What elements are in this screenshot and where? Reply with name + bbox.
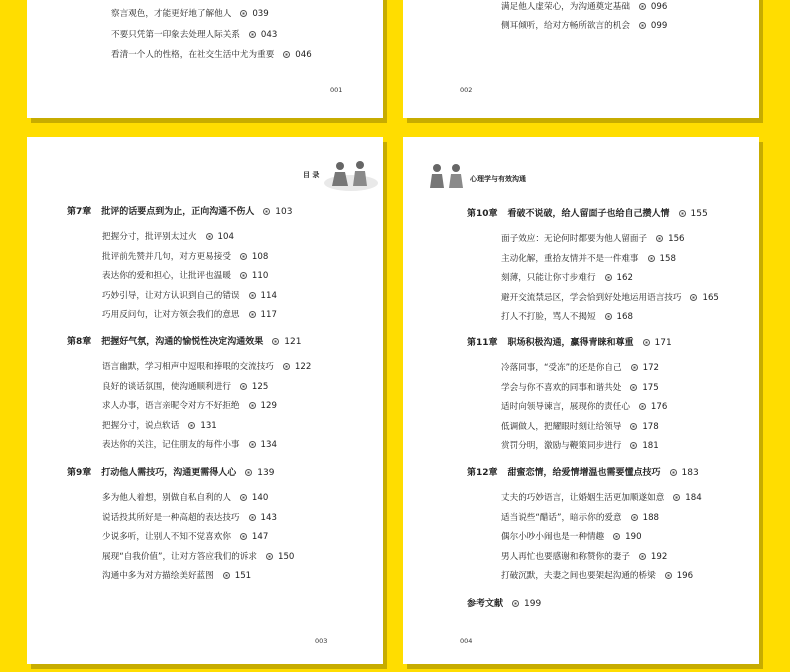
entry-page: 178: [621, 422, 658, 432]
chapter-number: 第7章: [67, 207, 92, 217]
toc-entry: [501, 441, 659, 452]
references-title: 参考文献: [467, 599, 504, 609]
toc-entry: [102, 271, 268, 282]
entry-title: 打破沉默，夫妻之间也要架起沟通的桥梁: [501, 571, 656, 582]
entry-title: 适当说些“醋话”，暗示你的爱意: [501, 512, 622, 523]
toc-entry: [102, 252, 268, 263]
entry-title: 不要只凭第一印象去处理人际关系: [111, 30, 240, 40]
entry-title: 偶尔小吵小闹也是一种情趣: [501, 532, 605, 543]
entry-title: 说话投其所好是一种高超的表达技巧: [102, 512, 240, 523]
chapter-heading: [467, 338, 672, 349]
page-number: 002: [460, 86, 473, 94]
chapter-number: 第8章: [67, 337, 92, 347]
entry-page: 046: [274, 50, 311, 60]
chapter-heading: [467, 468, 699, 479]
toc-entry: [501, 513, 659, 524]
toc-entry: [501, 21, 667, 32]
people-illustration-icon: [427, 162, 469, 190]
toc-entry: [102, 552, 294, 563]
chapter-number: 第9章: [67, 468, 92, 478]
toc-entry: [111, 9, 269, 20]
book-page-002: [403, 0, 759, 118]
entry-title: 展现“自我价值”，让对方答应我们的诉求: [102, 551, 257, 562]
entry-page: 121: [263, 337, 301, 347]
chapter-title: 甜蜜恋情，给爱情增温也需要懂点技巧: [507, 468, 661, 478]
toc-entry: [501, 234, 685, 245]
entry-page: 199: [503, 599, 541, 609]
toc-entry: [102, 382, 268, 393]
entry-page: 196: [656, 571, 693, 581]
entry-page: 172: [622, 363, 659, 373]
toc-entry: [501, 493, 702, 504]
entry-page: 156: [647, 234, 684, 244]
entry-title: 巧用反问句，让对方领会我们的意思: [102, 310, 240, 321]
toc-entry: [102, 291, 277, 302]
toc-entry: [102, 532, 268, 543]
toc-entry: [501, 532, 642, 543]
page-number: 004: [460, 637, 473, 645]
entry-title: 学会与你不喜欢的同事和谐共处: [501, 382, 622, 393]
entry-title: 主动化解，重拾友情并不是一件难事: [501, 253, 639, 264]
entry-page: 183: [661, 468, 699, 478]
running-header: 目 录: [303, 171, 320, 179]
entry-page: 131: [179, 421, 216, 431]
entry-page: 122: [274, 362, 311, 372]
entry-page: 039: [231, 9, 268, 19]
entry-page: 096: [630, 2, 667, 12]
toc-entry: [501, 293, 719, 304]
entry-title: 表达你的关注，记住朋友的每件小事: [102, 440, 240, 451]
entry-page: 108: [231, 252, 268, 262]
entry-page: 181: [621, 441, 658, 451]
chapter-heading: [67, 207, 292, 218]
toc-entry: [501, 422, 659, 433]
entry-title: 避开交流禁忌区，学会恰到好处地运用语言技巧: [501, 292, 682, 303]
entry-page: 158: [639, 254, 676, 264]
entry-title: 低调做人，把耀眼时刻让给领导: [501, 421, 622, 432]
entry-title: 冷落同事，“受冻”的还是你自己: [501, 363, 622, 373]
toc-entry: [102, 513, 277, 524]
chapter-heading: [467, 209, 708, 220]
people-illustration-icon: [323, 157, 379, 191]
entry-title: 适时向领导谏言，展现你的责任心: [501, 402, 630, 413]
entry-page: 188: [622, 513, 659, 523]
chapter-number: 第12章: [467, 468, 498, 478]
toc-entry: [102, 571, 251, 582]
entry-title: 丈夫的巧妙语言，让婚姻生活更加顺遂如意: [501, 493, 665, 503]
page-number: 001: [330, 86, 343, 94]
toc-entry: [501, 402, 667, 413]
entry-page: 134: [240, 440, 277, 450]
entry-title: 批评前先赞并几句，对方更易接受: [102, 251, 231, 262]
chapter-title: 看破不说破，给人留面子也给自己攒人情: [507, 209, 670, 219]
entry-page: 139: [236, 468, 274, 478]
entry-page: 155: [670, 209, 708, 219]
toc-entry: [501, 571, 693, 582]
entry-title: 面子效应：无论何时都要为他人留面子: [501, 234, 648, 244]
entry-page: 162: [596, 273, 633, 283]
toc-entry: [501, 273, 633, 284]
entry-page: 151: [214, 571, 251, 581]
entry-title: 察言观色，才能更好地了解他人: [111, 9, 232, 19]
entry-title: 语言幽默，学习相声中逗哏和捧哏的交流技巧: [102, 362, 274, 372]
toc-entry: [501, 2, 667, 13]
toc-entry: [501, 363, 659, 374]
toc-entry: [102, 440, 277, 451]
entry-title: 满足他人虚荣心，为沟通奠定基础: [501, 2, 630, 12]
entry-page: 165: [681, 293, 718, 303]
entry-title: 打人不打脸，骂人不揭短: [501, 312, 596, 323]
toc-entry: [501, 254, 676, 265]
entry-page: 043: [240, 30, 277, 40]
toc-entry: [111, 30, 277, 41]
references-entry: [467, 599, 541, 610]
entry-title: 把握分寸，说点软话: [102, 420, 180, 431]
entry-page: 110: [231, 271, 268, 281]
entry-title: 表达你的爱和担心，让批评也温暖: [102, 271, 231, 282]
toc-entry: [102, 421, 217, 432]
running-header: 心理学与有效沟通: [470, 175, 526, 183]
toc-entry: [102, 362, 311, 373]
entry-page: 104: [197, 232, 234, 242]
entry-title: 少说多听，让别人不知不觉喜欢你: [102, 532, 231, 543]
chapter-heading: [67, 468, 274, 479]
entry-page: 150: [257, 552, 294, 562]
page-number: 003: [315, 637, 328, 645]
chapter-heading: [67, 337, 301, 348]
entry-title: 多为他人着想，别做自私自利的人: [102, 493, 231, 503]
book-page-004: [403, 137, 759, 664]
entry-page: 099: [630, 21, 667, 31]
chapter-title: 打动他人需技巧，沟通更需得人心: [101, 468, 237, 478]
toc-entry: [501, 312, 633, 323]
chapter-number: 第10章: [467, 209, 498, 219]
entry-page: 192: [630, 552, 667, 562]
entry-page: 129: [240, 401, 277, 411]
toc-entry: [501, 383, 659, 394]
book-page-003: [27, 137, 383, 664]
entry-page: 117: [240, 310, 277, 320]
toc-entry: [501, 552, 667, 563]
toc-entry: [102, 401, 277, 412]
entry-title: 刻薄，只能让你寸步难行: [501, 273, 596, 284]
toc-entry: [102, 493, 268, 504]
entry-title: 巧妙引导，让对方认识到自己的错误: [102, 290, 240, 301]
entry-title: 求人办事，语言亲昵令对方不好拒绝: [102, 401, 240, 412]
entry-title: 男人再忙也要感谢和称赞你的妻子: [501, 551, 630, 562]
entry-title: 看清一个人的性格，在社交生活中尤为重要: [111, 50, 275, 60]
chapter-title: 职场积极沟通，赢得青睐和尊重: [507, 338, 634, 348]
chapter-title: 批评的话要点到为止，正向沟通不伤人: [101, 207, 255, 217]
entry-page: 125: [231, 382, 268, 392]
entry-page: 184: [664, 493, 701, 503]
entry-title: 赏罚分明，激励与鞭策同步进行: [501, 441, 622, 452]
entry-page: 140: [231, 493, 268, 503]
book-page-001: [27, 0, 383, 118]
entry-title: 侧耳倾听，给对方畅所欲言的机会: [501, 21, 630, 31]
entry-page: 103: [254, 207, 292, 217]
chapter-number: 第11章: [467, 338, 498, 348]
entry-page: 176: [630, 402, 667, 412]
toc-entry: [102, 310, 277, 321]
entry-page: 143: [240, 513, 277, 523]
chapter-title: 把握好气氛，沟通的愉悦性决定沟通效果: [101, 337, 264, 347]
entry-title: 良好的谈话氛围，使沟通顺利进行: [102, 381, 231, 392]
entry-title: 把握分寸，批评别太过火: [102, 232, 197, 242]
toc-entry: [102, 232, 234, 243]
toc-entry: [111, 50, 312, 61]
entry-page: 147: [231, 532, 268, 542]
entry-page: 114: [240, 291, 277, 301]
entry-page: 171: [634, 338, 672, 348]
entry-page: 190: [604, 532, 641, 542]
entry-page: 168: [596, 312, 633, 322]
entry-title: 沟通中多为对方描绘美好蓝图: [102, 571, 214, 582]
entry-page: 175: [621, 383, 658, 393]
